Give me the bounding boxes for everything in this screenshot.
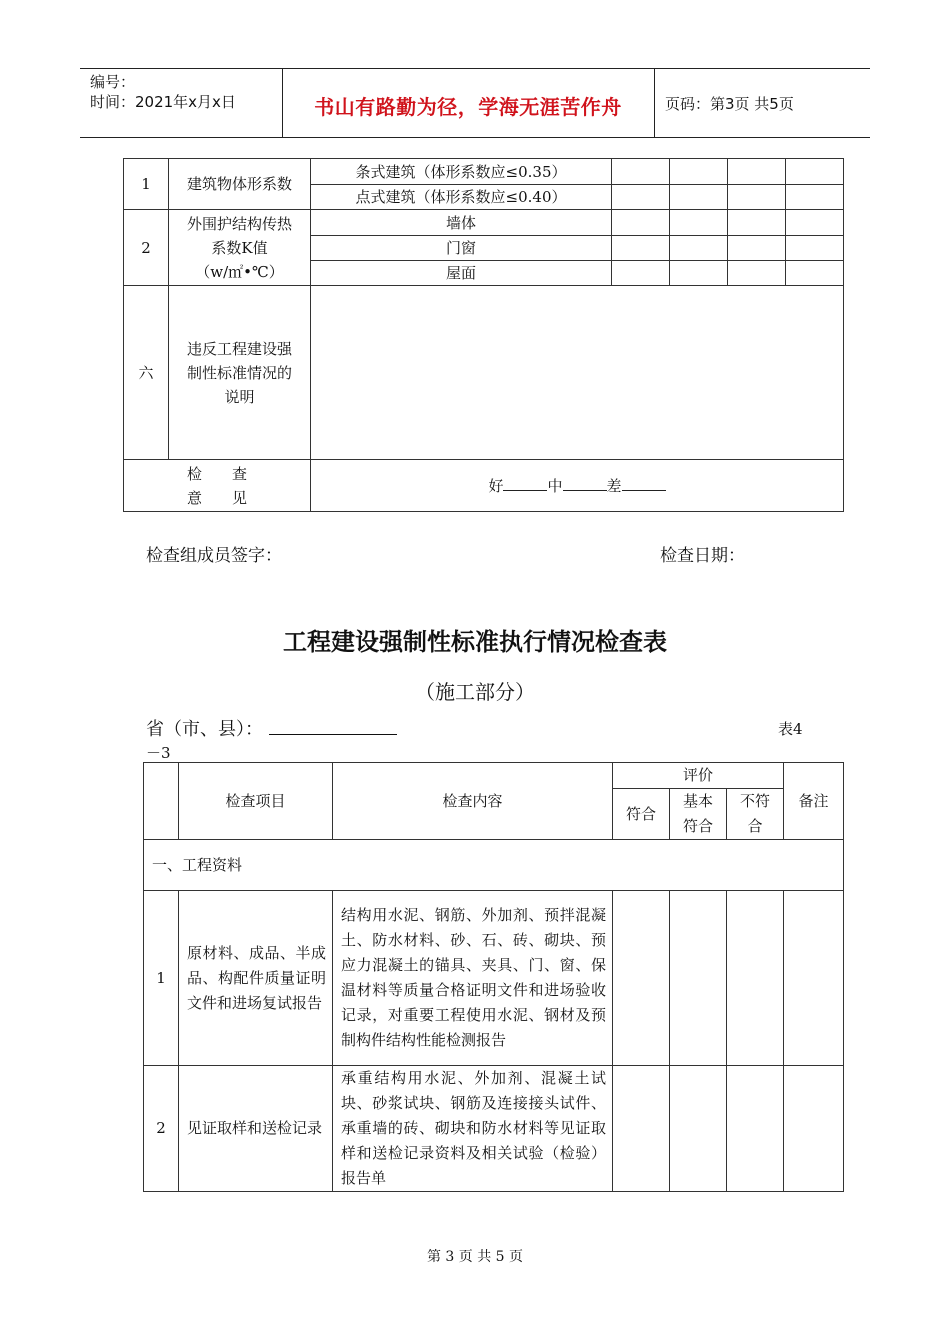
header-item: 检查项目 bbox=[179, 763, 333, 840]
page-title: 工程建设强制性标准执行情况检查表 bbox=[283, 627, 667, 656]
eval-cell bbox=[727, 891, 784, 1066]
serial-label: 编号： bbox=[90, 73, 136, 91]
header-basic-line: 符合 bbox=[682, 817, 713, 835]
sub-item: 屋面 bbox=[311, 261, 612, 286]
header-motto: 书山有路勤为径，学海无涯苦作舟 bbox=[314, 95, 622, 119]
rating-good-label: 好 bbox=[488, 476, 504, 495]
eval-cell bbox=[786, 185, 844, 210]
page-footer: 第 3 页 共 5 页 bbox=[426, 1249, 524, 1265]
row-item-line: 系数K值 bbox=[211, 238, 268, 257]
row-item: 原材料、成品、半成品、构配件质量证明文件和进场复试报告 bbox=[179, 891, 333, 1066]
header-noncomply bbox=[727, 789, 784, 840]
eval-cell bbox=[786, 236, 844, 261]
header-page-info: 页码：第3页 共5页 bbox=[665, 95, 794, 113]
eval-cell bbox=[728, 159, 786, 185]
eval-cell bbox=[728, 261, 786, 286]
row-item-line: 外围护结构传热 bbox=[186, 214, 292, 233]
row-number: 2 bbox=[144, 1066, 179, 1192]
opinion-label-line: 意 见 bbox=[186, 488, 247, 507]
eval-cell bbox=[613, 1066, 670, 1192]
construction-check-table bbox=[143, 762, 844, 1192]
eval-cell bbox=[670, 185, 728, 210]
eval-cell bbox=[728, 236, 786, 261]
table-row bbox=[124, 286, 844, 460]
sub-item: 条式建筑（体形系数应≤0.35） bbox=[311, 159, 612, 185]
eval-cell bbox=[612, 210, 670, 236]
eval-cell bbox=[786, 210, 844, 236]
row-number: 1 bbox=[124, 159, 169, 210]
table-row bbox=[124, 460, 844, 512]
header-content: 检查内容 bbox=[333, 763, 613, 840]
section-row bbox=[144, 840, 844, 891]
table-row bbox=[144, 891, 844, 1066]
header-basic-line: 基本 bbox=[682, 792, 713, 810]
header-number-cell bbox=[144, 763, 179, 840]
header-basic-comply bbox=[670, 789, 727, 840]
sub-item: 点式建筑（体形系数应≤0.40） bbox=[311, 185, 612, 210]
province-label: 省（市、县）： bbox=[146, 719, 263, 740]
eval-cell bbox=[612, 159, 670, 185]
rating-good-blank bbox=[503, 474, 547, 491]
table-row bbox=[124, 159, 844, 185]
row-item: 见证取样和送检记录 bbox=[179, 1066, 333, 1192]
header-eval: 评价 bbox=[613, 763, 784, 789]
eval-cell bbox=[727, 1066, 784, 1192]
row-item-line: 违反工程建设强 bbox=[186, 339, 292, 358]
header-noncomply-line: 不符 bbox=[740, 792, 771, 810]
eval-cell bbox=[612, 261, 670, 286]
members-signature-label: 检查组成员签字： bbox=[146, 546, 282, 566]
row-item bbox=[169, 210, 311, 286]
eval-cell bbox=[728, 185, 786, 210]
sub-item: 门窗 bbox=[311, 236, 612, 261]
eval-cell bbox=[670, 261, 728, 286]
row-item-line: 说明 bbox=[224, 387, 255, 406]
province-blank bbox=[269, 716, 397, 735]
province-line bbox=[146, 715, 397, 741]
eval-cell bbox=[786, 261, 844, 286]
eval-cell bbox=[612, 236, 670, 261]
violation-notes-cell bbox=[311, 286, 844, 460]
row-number: 六 bbox=[124, 286, 169, 460]
opinion-label bbox=[124, 460, 311, 512]
header-divider bbox=[654, 69, 655, 137]
row-content: 结构用水泥、钢筋、外加剂、预拌混凝土、防水材料、砂、石、砖、砌块、预应力混凝土的锚具、夹具、门、窗、保温材料等质量合格证明文件和进场验收记录，对重要工程使用水泥、钢材及预制构件结构性能检测报告 bbox=[333, 891, 613, 1066]
table-row bbox=[124, 210, 844, 236]
eval-cell bbox=[786, 159, 844, 185]
section-title: 一、工程资料 bbox=[144, 840, 844, 891]
rating-mid-blank bbox=[563, 474, 607, 491]
row-item bbox=[169, 286, 311, 460]
row-number: 2 bbox=[124, 210, 169, 286]
rating-bad-blank bbox=[622, 474, 666, 491]
rating-mid-label: 中 bbox=[547, 476, 563, 495]
eval-cell bbox=[670, 1066, 727, 1192]
sub-item: 墙体 bbox=[311, 210, 612, 236]
energy-check-table bbox=[123, 158, 844, 512]
eval-cell bbox=[670, 236, 728, 261]
header-meta bbox=[90, 72, 236, 112]
remark-cell bbox=[784, 891, 844, 1066]
opinion-rating bbox=[311, 460, 844, 512]
remark-cell bbox=[784, 1066, 844, 1192]
eval-cell bbox=[728, 210, 786, 236]
header-comply: 符合 bbox=[613, 789, 670, 840]
page-subtitle: （施工部分） bbox=[415, 680, 535, 704]
check-date-label: 检查日期： bbox=[660, 546, 745, 566]
rating-bad-label: 差 bbox=[606, 476, 622, 495]
row-item: 建筑物体形系数 bbox=[169, 159, 311, 210]
time-label: 时间：2021年x月x日 bbox=[90, 93, 236, 111]
header-row bbox=[144, 763, 844, 789]
table-number-continued: －3 bbox=[146, 744, 171, 762]
eval-cell bbox=[670, 159, 728, 185]
header-noncomply-line: 合 bbox=[747, 817, 763, 835]
row-item-line: 制性标准情况的 bbox=[186, 363, 292, 382]
table-row bbox=[144, 1066, 844, 1192]
row-number: 1 bbox=[144, 891, 179, 1066]
eval-cell bbox=[670, 210, 728, 236]
page-header bbox=[80, 68, 870, 138]
eval-cell bbox=[670, 891, 727, 1066]
opinion-label-line: 检 查 bbox=[186, 464, 247, 483]
header-remark: 备注 bbox=[784, 763, 844, 840]
table-number: 表4 bbox=[778, 720, 803, 738]
row-content: 承重结构用水泥、外加剂、混凝土试块、砂浆试块、钢筋及连接接头试件、承重墙的砖、砌块和防水材料等见证取样和送检记录资料及相关试验（检验）报告单 bbox=[333, 1066, 613, 1192]
eval-cell bbox=[613, 891, 670, 1066]
row-item-line: （w/㎡•℃） bbox=[195, 262, 284, 281]
eval-cell bbox=[612, 185, 670, 210]
